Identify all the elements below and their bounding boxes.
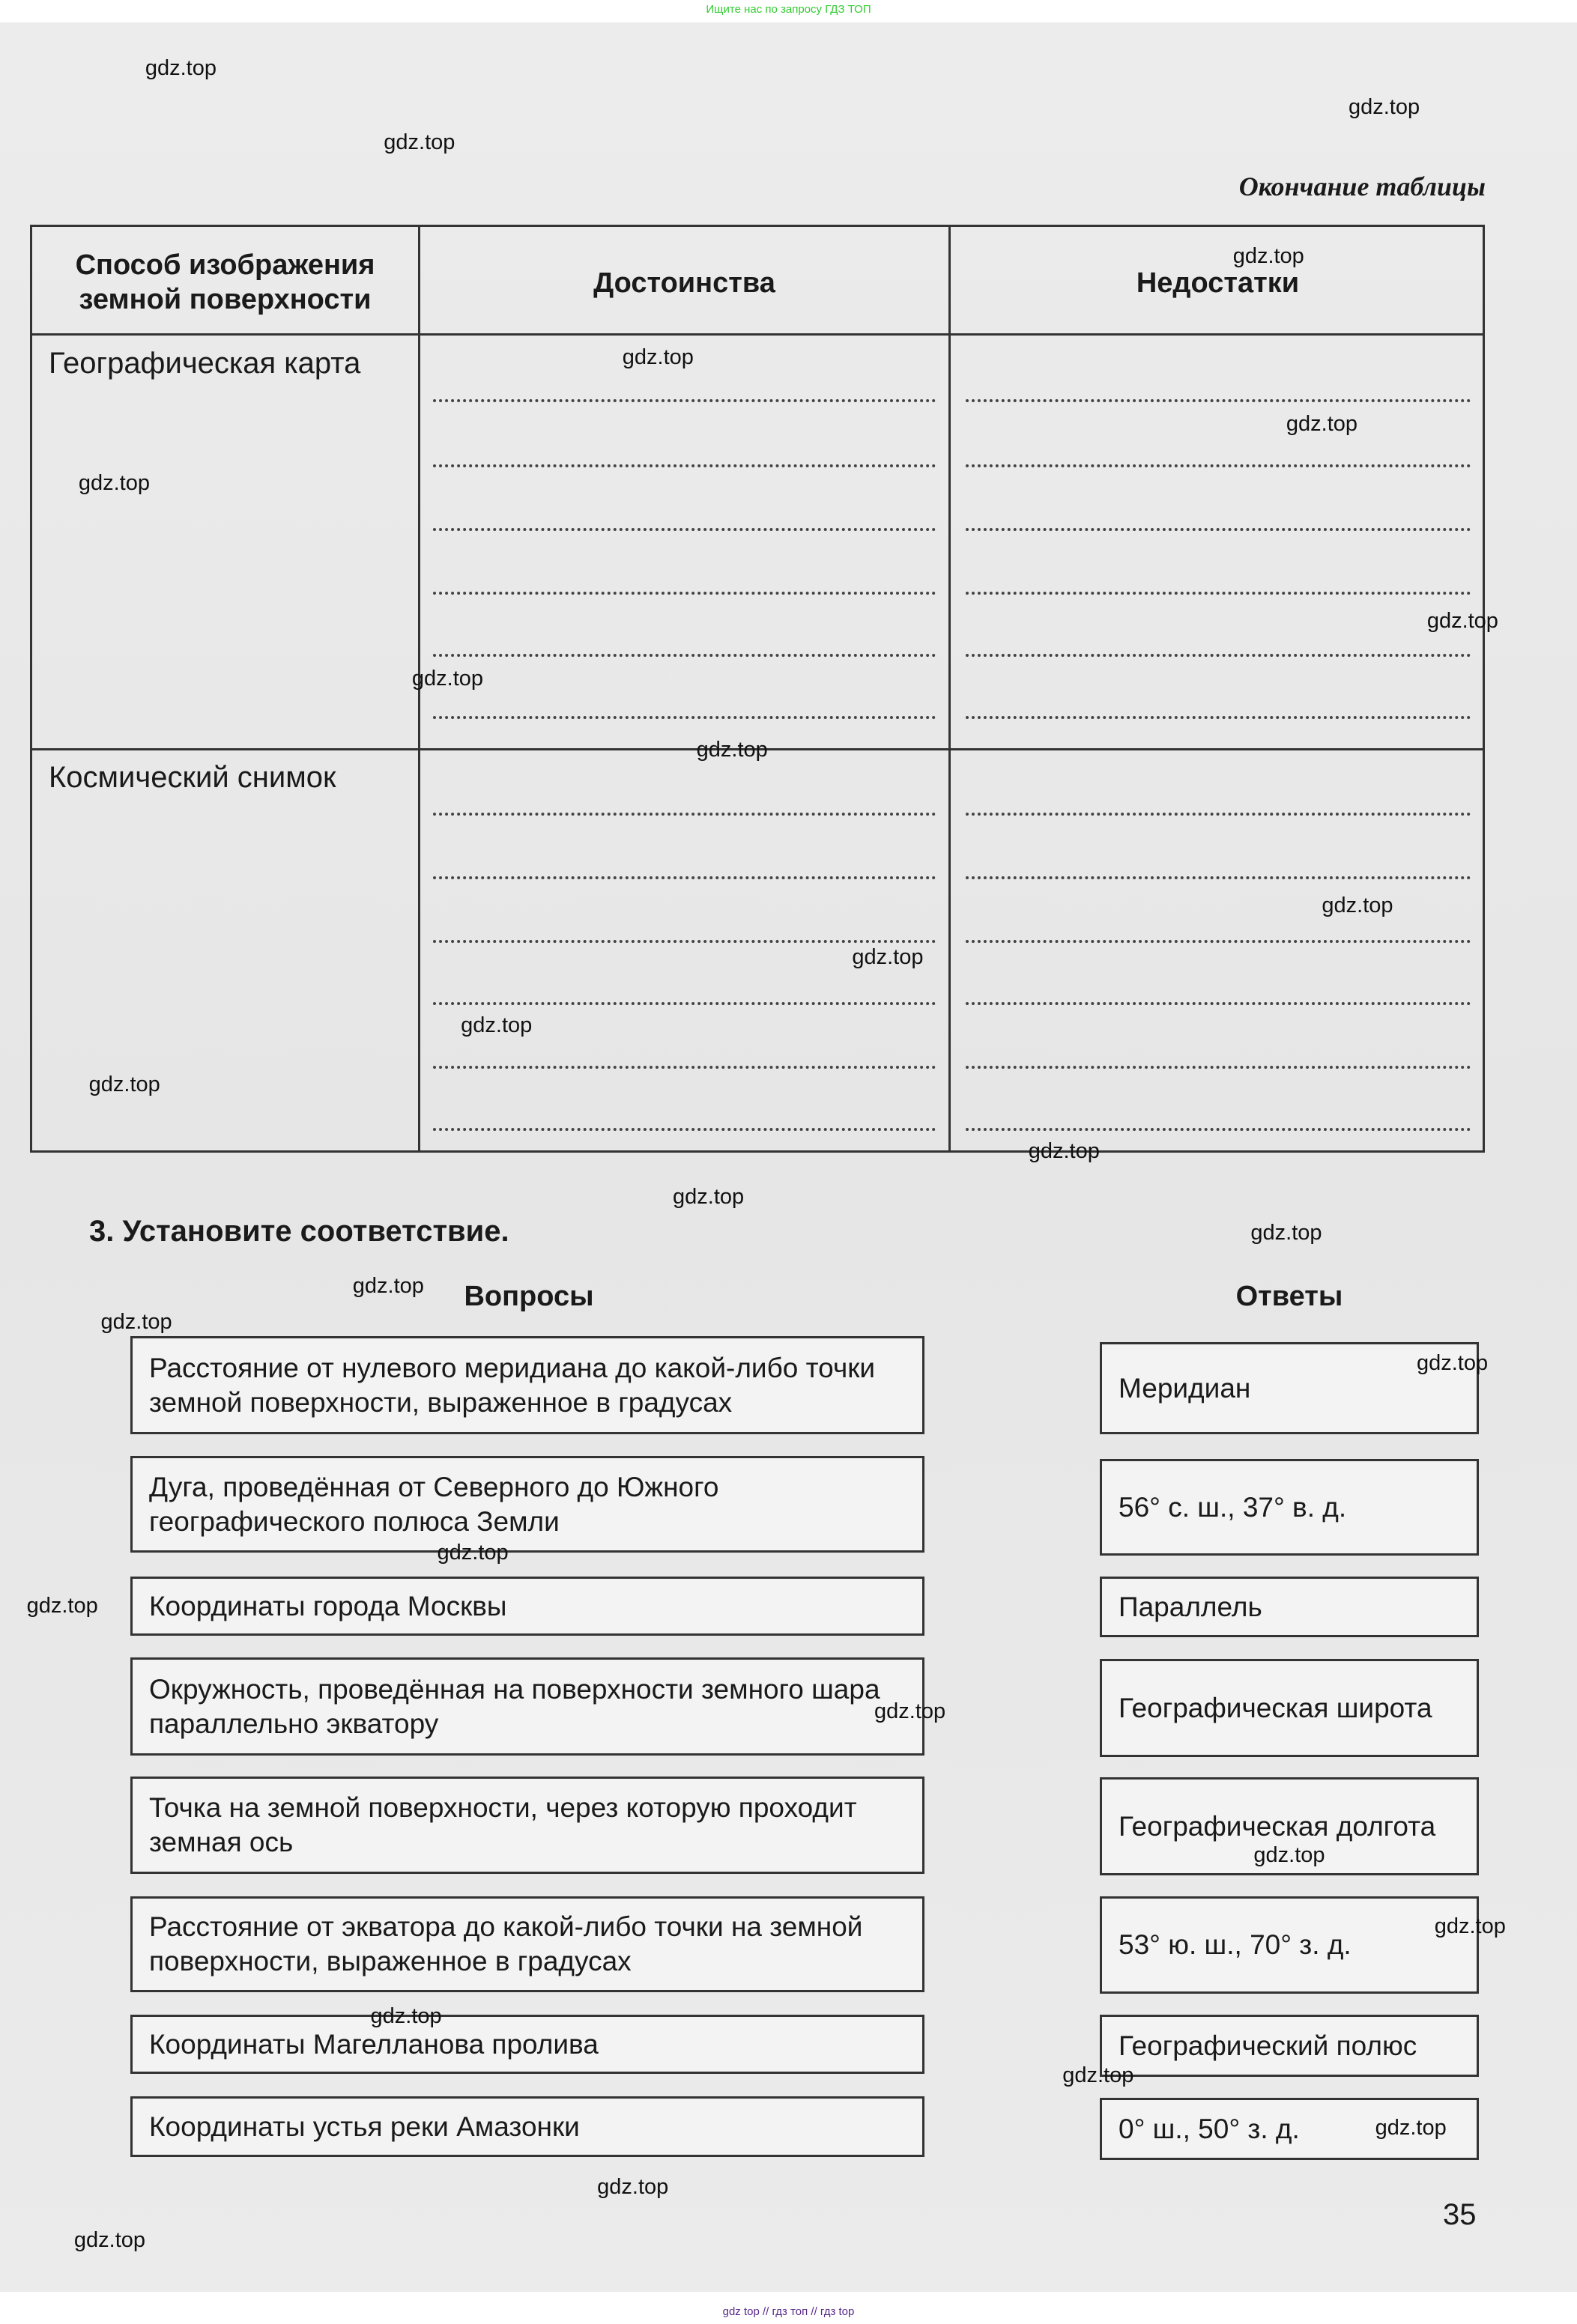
answer-line[interactable] xyxy=(966,1128,1471,1131)
answer-box[interactable]: 53° ю. ш., 70° з. д. xyxy=(1100,1896,1479,1994)
answer-line[interactable] xyxy=(433,464,936,467)
watermark: gdz.top xyxy=(696,738,768,762)
question-box[interactable]: Расстояние от нулевого меридиана до какой-либо точки земной поверхности, выраженное в градусах xyxy=(130,1336,924,1434)
answer-line[interactable] xyxy=(966,528,1471,531)
row-label-satellite: Космический снимок xyxy=(49,761,336,794)
watermark: gdz.top xyxy=(1375,2115,1447,2140)
watermark: gdz.top xyxy=(1426,608,1498,633)
question-box[interactable]: Дуга, проведённая от Северного до Южного географического полюса Земли xyxy=(130,1456,924,1553)
watermark: gdz.top xyxy=(100,1309,172,1334)
answer-box[interactable]: Географический полюс xyxy=(1100,2015,1479,2077)
answer-box[interactable]: Меридиан xyxy=(1100,1342,1479,1434)
questions-header: Вопросы xyxy=(464,1281,594,1312)
watermark: gdz.top xyxy=(1416,1350,1489,1375)
answer-line[interactable] xyxy=(966,1002,1471,1005)
row-label-map: Географическая карта xyxy=(49,347,361,380)
answer-line[interactable] xyxy=(433,528,936,531)
watermark: gdz.top xyxy=(1286,411,1358,436)
answer-line[interactable] xyxy=(433,654,936,657)
answer-line[interactable] xyxy=(433,1066,936,1069)
watermark: gdz.top xyxy=(852,944,924,969)
answer-line[interactable] xyxy=(966,716,1471,719)
watermark: gdz.top xyxy=(1322,893,1393,917)
header-disadvantages: Недостатки xyxy=(1136,267,1300,299)
answer-line[interactable] xyxy=(433,1128,936,1131)
answer-line[interactable] xyxy=(966,940,1471,943)
answer-box[interactable]: 56° с. ш., 37° в. д. xyxy=(1100,1459,1479,1556)
watermark: gdz.top xyxy=(1062,2063,1134,2088)
watermark: gdz.top xyxy=(1028,1139,1100,1164)
answer-line[interactable] xyxy=(966,1066,1471,1069)
header-method: Способ изображения земной поверхности xyxy=(75,249,375,315)
watermark: gdz.top xyxy=(673,1185,745,1210)
question-box[interactable]: Координаты устья реки Амазонки xyxy=(130,2096,924,2157)
watermark: gdz.top xyxy=(411,667,484,691)
watermark: gdz.top xyxy=(874,1699,946,1723)
answer-box[interactable]: Географическая широта xyxy=(1100,1659,1479,1757)
watermark: gdz.top xyxy=(26,1594,98,1618)
question-box[interactable]: Координаты Магелланова пролива xyxy=(130,2015,924,2074)
answer-line[interactable] xyxy=(966,813,1471,816)
answer-line[interactable] xyxy=(433,876,936,879)
answer-line[interactable] xyxy=(433,399,936,402)
answer-line[interactable] xyxy=(433,592,936,595)
answer-box[interactable]: Параллель xyxy=(1100,1577,1479,1637)
watermark: gdz.top xyxy=(597,2174,669,2199)
comparison-table xyxy=(30,225,1485,1153)
watermark: gdz.top xyxy=(370,2004,442,2029)
watermark: gdz.top xyxy=(1253,1842,1325,1867)
answer-line[interactable] xyxy=(966,654,1471,657)
answer-line[interactable] xyxy=(966,464,1471,467)
watermark: gdz.top xyxy=(73,2227,146,2252)
answer-line[interactable] xyxy=(433,716,936,719)
answer-line[interactable] xyxy=(966,592,1471,595)
watermark: gdz.top xyxy=(384,130,455,155)
watermark: gdz.top xyxy=(1232,244,1304,269)
answer-line[interactable] xyxy=(433,813,936,816)
answers-header: Ответы xyxy=(1235,1281,1343,1312)
page-number: 35 xyxy=(1443,2198,1477,2231)
answer-line[interactable] xyxy=(433,940,936,943)
answer-line[interactable] xyxy=(966,876,1471,879)
question-box[interactable]: Расстояние от экватора до какой-либо точки на земной поверхности, выраженное в градусах xyxy=(130,1896,924,1992)
header-advantages: Достоинства xyxy=(593,267,775,299)
answer-line[interactable] xyxy=(433,1002,936,1005)
answer-box[interactable]: 0° ш., 50° з. д. xyxy=(1100,2098,1479,2160)
question-box[interactable]: Координаты города Москвы xyxy=(130,1577,924,1636)
top-banner: Ищите нас по запросу ГДЗ ТОП xyxy=(706,3,871,16)
watermark: gdz.top xyxy=(352,1274,424,1299)
watermark: gdz.top xyxy=(461,1013,533,1037)
watermark: gdz.top xyxy=(88,1073,160,1097)
watermark: gdz.top xyxy=(1348,94,1420,119)
question-box[interactable]: Окружность, проведённая на поверхности земного шара параллельно экватору xyxy=(130,1657,924,1756)
watermark: gdz.top xyxy=(1250,1220,1322,1245)
watermark: gdz.top xyxy=(437,1541,509,1565)
watermark: gdz.top xyxy=(78,471,150,495)
watermark: gdz.top xyxy=(145,56,217,81)
bottom-footer: gdz top // гдз топ // гдз top xyxy=(722,2305,855,2318)
watermark: gdz.top xyxy=(1434,1914,1506,1938)
watermark: gdz.top xyxy=(622,345,694,369)
table-caption: Окончание таблицы xyxy=(1238,172,1486,201)
task3-title: 3. Установите соответствие. xyxy=(89,1215,509,1248)
question-box[interactable]: Точка на земной поверхности, через которую проходит земная ось xyxy=(130,1777,924,1874)
answer-line[interactable] xyxy=(966,399,1471,402)
answer-box[interactable]: Географическая долгота xyxy=(1100,1777,1479,1875)
